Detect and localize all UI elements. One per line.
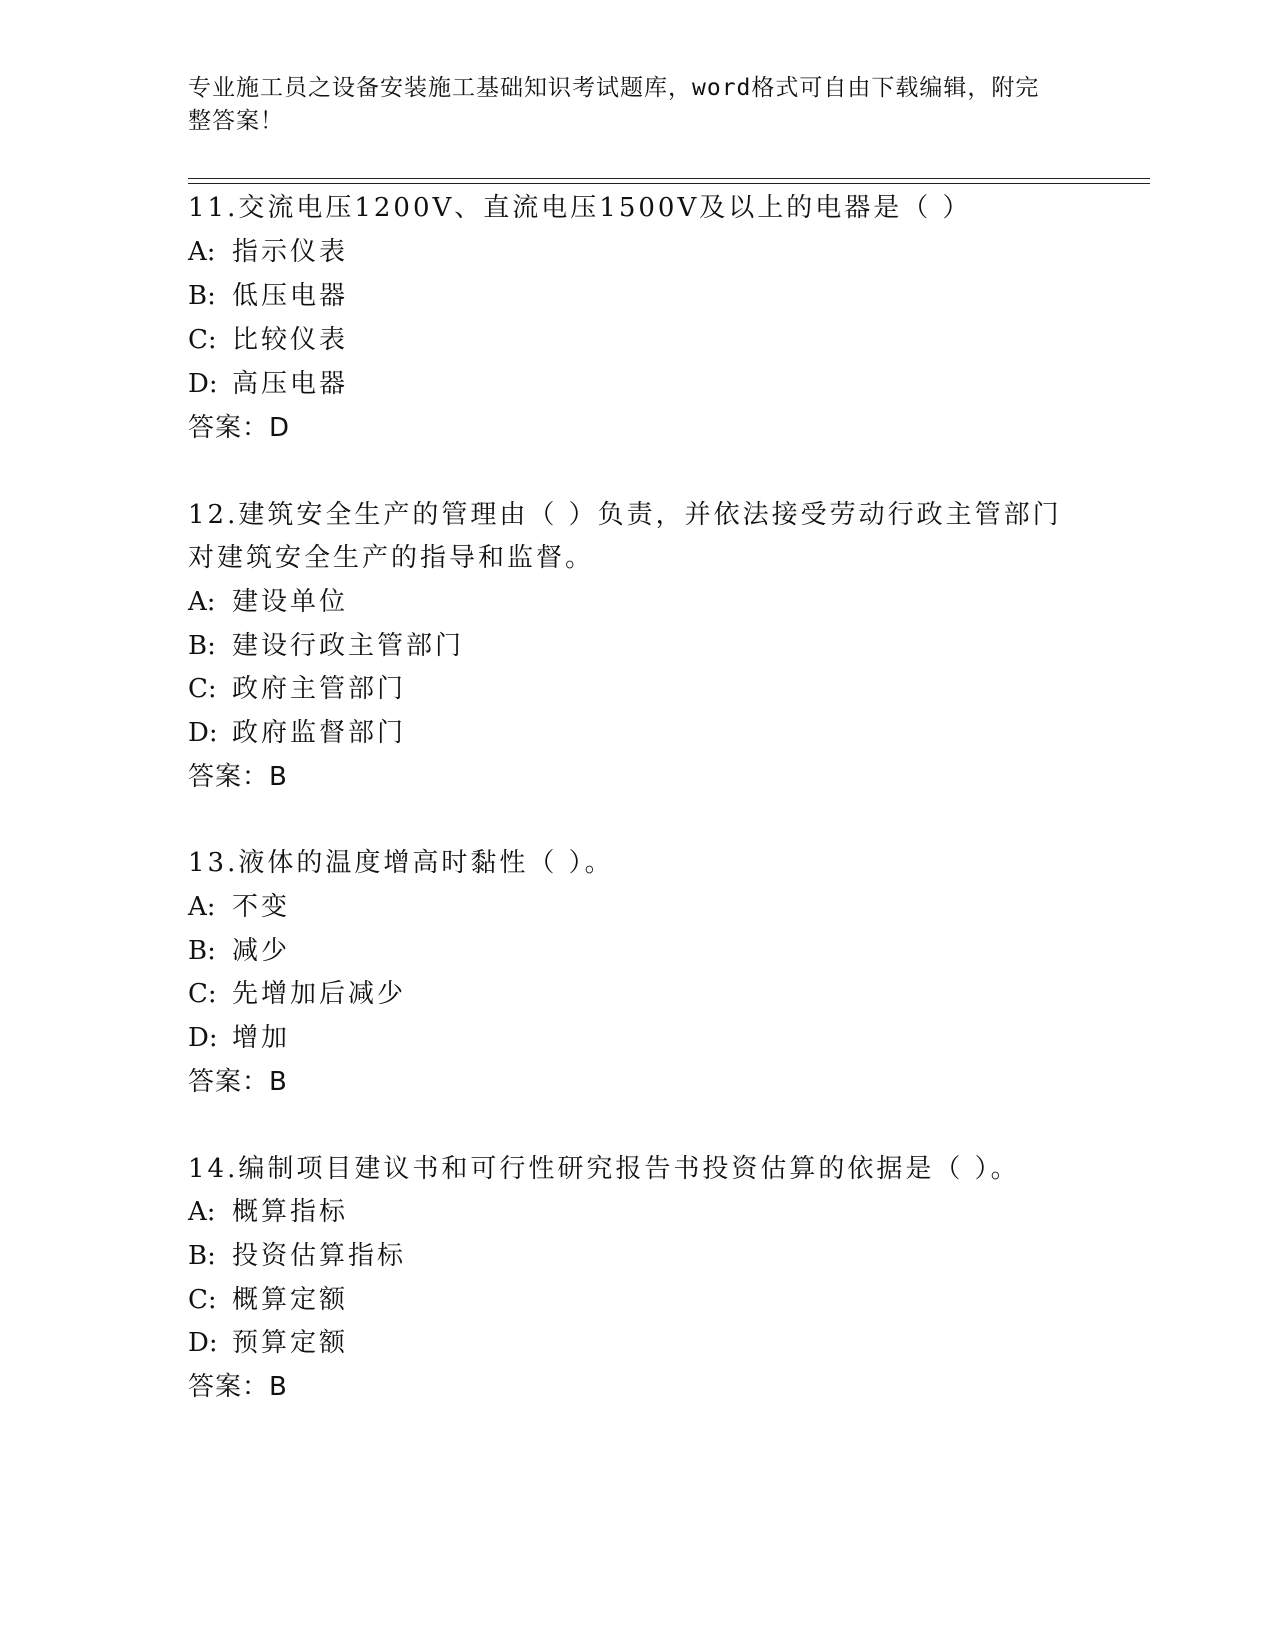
option-letter: B: xyxy=(188,1241,216,1271)
option-text: 指示仪表 xyxy=(232,237,349,267)
option-letter: B: xyxy=(188,631,216,661)
option-letter: B: xyxy=(188,281,216,311)
option-text: 预算定额 xyxy=(232,1328,349,1358)
question-13-stem: 13.液体的温度增高时黏性（ ）。 xyxy=(188,848,614,878)
option-text: 先增加后减少 xyxy=(232,979,407,1009)
option-text: 减少 xyxy=(232,936,291,966)
option-letter: D: xyxy=(188,1328,218,1358)
option-letter: A: xyxy=(188,892,216,922)
option-letter: D: xyxy=(188,1023,218,1053)
header-line-1: 专业施工员之设备安装施工基础知识考试题库，word格式可自由下载编辑，附完 xyxy=(188,75,1040,101)
question-12-stem-line-2: 对建筑安全生产的指导和监督。 xyxy=(188,543,595,573)
question-12-option-b xyxy=(188,630,464,662)
option-letter: D: xyxy=(188,718,218,748)
question-11-option-a xyxy=(188,236,348,268)
option-letter: A: xyxy=(188,1197,216,1227)
option-text: 政府主管部门 xyxy=(232,674,407,704)
option-letter: A: xyxy=(188,587,216,617)
option-letter: B: xyxy=(188,936,216,966)
question-12-answer: 答案：B xyxy=(188,762,288,792)
question-12-option-c xyxy=(188,673,406,705)
option-text: 增加 xyxy=(232,1023,291,1053)
option-text: 不变 xyxy=(232,892,291,922)
option-text: 建设行政主管部门 xyxy=(232,631,465,661)
header-line-2: 整答案！ xyxy=(188,108,284,134)
question-11-option-b xyxy=(188,280,348,312)
option-letter: C: xyxy=(188,325,217,355)
question-11-option-c xyxy=(188,324,348,356)
question-13-option-d xyxy=(188,1022,290,1054)
question-12-option-d xyxy=(188,717,406,749)
question-12-option-a xyxy=(188,586,348,618)
option-text: 比较仪表 xyxy=(232,325,349,355)
option-text: 投资估算指标 xyxy=(232,1241,407,1271)
option-letter: C: xyxy=(188,674,217,704)
question-14-option-d xyxy=(188,1327,348,1359)
question-13-option-a xyxy=(188,891,290,923)
option-text: 建设单位 xyxy=(232,587,349,617)
question-13-option-c xyxy=(188,978,406,1010)
option-letter: D: xyxy=(188,369,218,399)
option-text: 低压电器 xyxy=(232,281,349,311)
option-text: 概算指标 xyxy=(232,1197,349,1227)
question-11-option-d xyxy=(188,368,348,400)
question-13-answer: 答案：B xyxy=(188,1067,288,1097)
option-text: 概算定额 xyxy=(232,1285,349,1315)
question-13-option-b xyxy=(188,935,290,967)
document-header xyxy=(188,72,1088,138)
question-14-option-a xyxy=(188,1196,348,1228)
question-11-answer: 答案：D xyxy=(188,413,291,443)
question-14-option-b xyxy=(188,1240,406,1272)
option-letter: C: xyxy=(188,1285,217,1315)
header-rule-bottom xyxy=(188,183,1150,184)
question-11-stem: 11.交流电压1200V、直流电压1500V及以上的电器是（ ） xyxy=(188,193,972,223)
option-letter: C: xyxy=(188,979,217,1009)
header-rule-top xyxy=(188,178,1150,179)
option-text: 政府监督部门 xyxy=(232,718,407,748)
option-text: 高压电器 xyxy=(232,369,349,399)
question-12-stem-line-1: 12.建筑安全生产的管理由（ ）负责，并依法接受劳动行政主管部门 xyxy=(188,500,1062,530)
option-letter: A: xyxy=(188,237,216,267)
question-14-answer: 答案：B xyxy=(188,1372,288,1402)
question-14-stem: 14.编制项目建议书和可行性研究报告书投资估算的依据是（ ）。 xyxy=(188,1154,1020,1184)
question-14-option-c xyxy=(188,1284,348,1316)
